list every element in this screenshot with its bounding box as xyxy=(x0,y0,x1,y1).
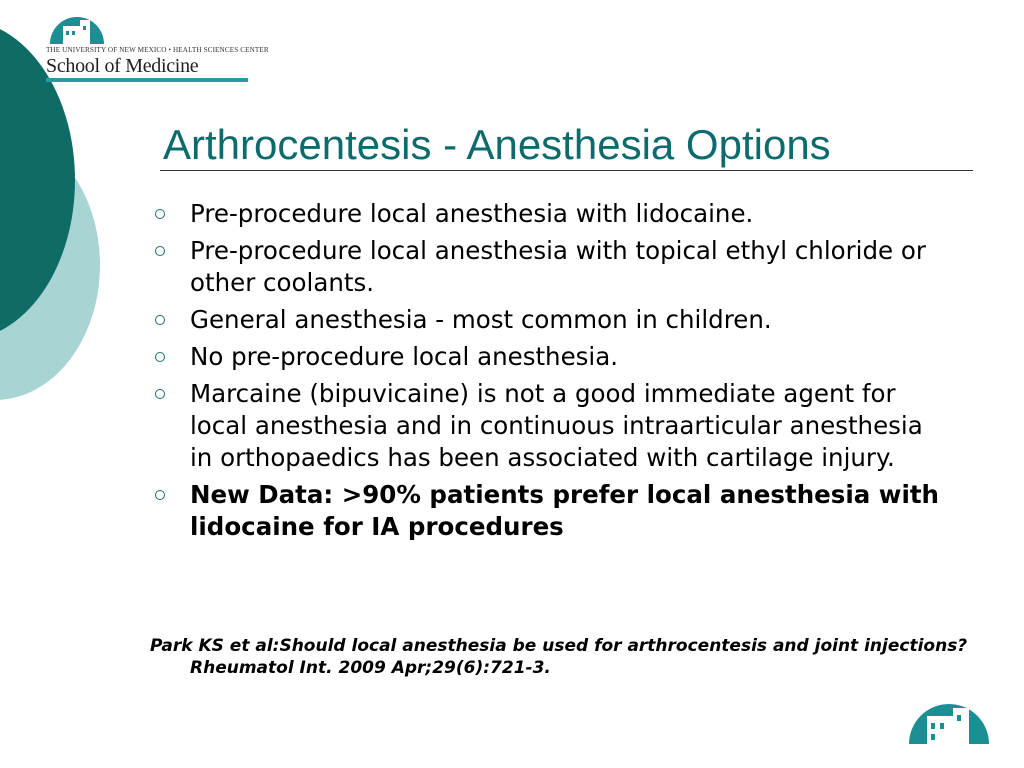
bullet-circle-icon xyxy=(155,315,165,325)
title-divider xyxy=(160,170,973,171)
bullet-text: No pre-procedure local anesthesia. xyxy=(190,342,619,371)
bullet-circle-icon xyxy=(155,246,165,256)
logo-mark-icon xyxy=(48,6,106,46)
bullet-text: Marcaine (bipuvicaine) is not a good immediate agent for local anesthesia and in continuous intraarticular anesthesia in orthopaedics has been associated with cartilage injury. xyxy=(190,379,923,472)
bullet-circle-icon xyxy=(155,352,165,362)
bullet-item xyxy=(150,378,950,474)
bullet-circle-icon xyxy=(155,209,165,219)
bullet-text: General anesthesia - most common in children. xyxy=(190,305,772,334)
bullet-item xyxy=(150,304,950,336)
bullet-text: Pre-procedure local anesthesia with topical ethyl chloride or other coolants. xyxy=(190,236,926,297)
slide-title: Arthrocentesis - Anesthesia Options xyxy=(163,121,831,168)
bullet-circle-icon xyxy=(155,389,165,399)
bullet-item xyxy=(150,341,950,373)
bullet-circle-icon xyxy=(155,490,165,500)
bullet-text: New Data: >90% patients prefer local anesthesia with lidocaine for IA procedures xyxy=(190,480,939,541)
bullet-list xyxy=(150,198,950,548)
bullet-item xyxy=(150,235,950,299)
footer-logo-icon xyxy=(905,690,993,746)
school-logo xyxy=(46,6,269,78)
bullet-item-highlight xyxy=(150,479,950,543)
citation: Park KS et al:Should local anesthesia be used for arthrocentesis and joint injections? Rheumatol Int. 2009 Apr;29(6):721-3. xyxy=(150,636,968,678)
bullet-text: Pre-procedure local anesthesia with lidocaine. xyxy=(190,199,754,228)
logo-university-text: THE UNIVERSITY OF NEW MEXICO • HEALTH SCIENCES CENTER xyxy=(46,46,269,54)
bullet-item xyxy=(150,198,950,230)
logo-underline xyxy=(46,78,248,82)
logo-school-text: School of Medicine xyxy=(46,55,199,77)
